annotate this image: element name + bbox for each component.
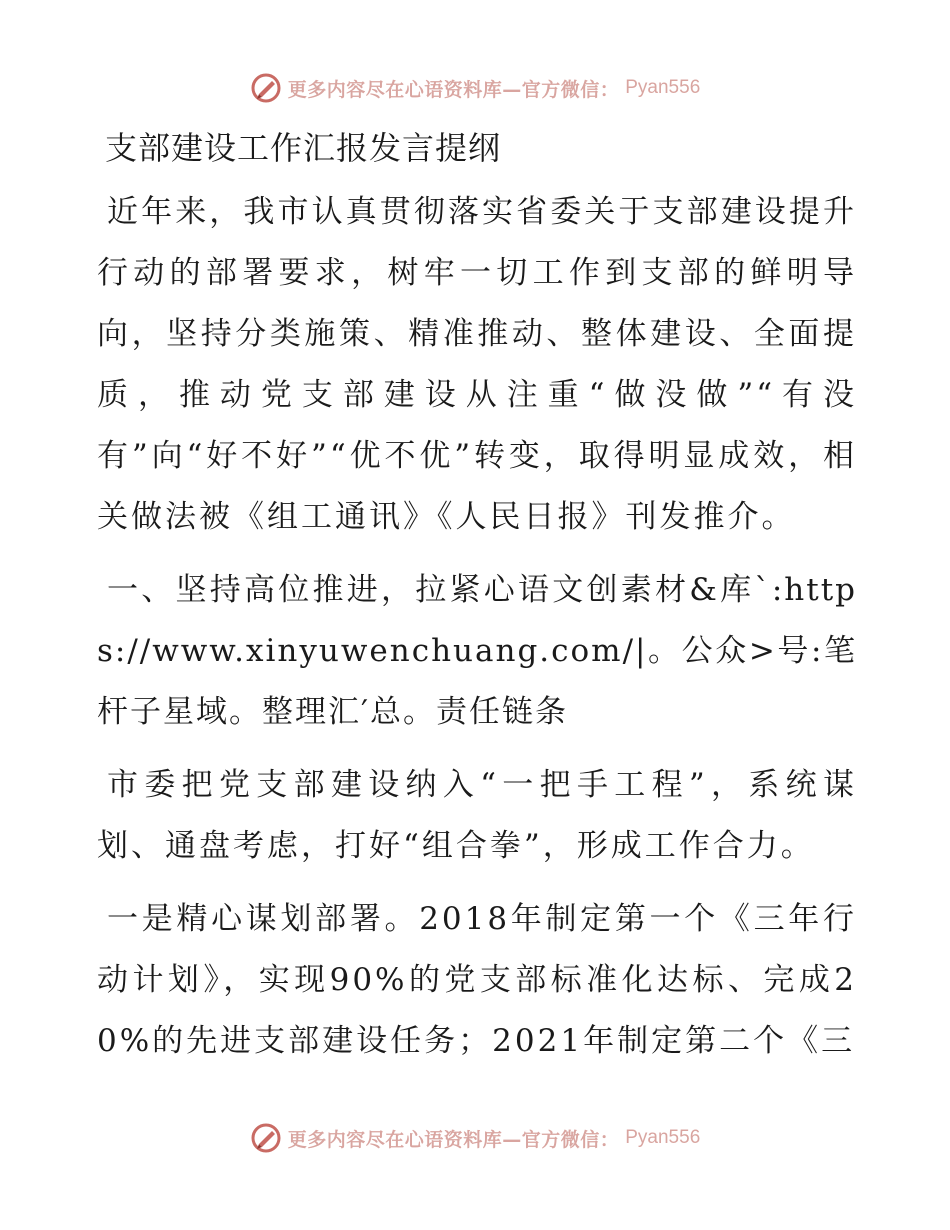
watermark-header <box>0 72 950 104</box>
document-body <box>97 122 857 1084</box>
watermark-text: 更多内容尽在心语资料库—官方微信： <box>287 1128 620 1151</box>
pen-logo-icon <box>250 72 282 104</box>
watermark-footer <box>0 1122 950 1154</box>
paragraph-intro: 近年来，我市认真贯彻落实省委关于支部建设提升行动的部署要求，树牢一切工作到支部的鲜明导向，坚持分类施策、精准推动、整体建设、全面提质，推动党支部建设从注重“做没做”“有没有”向“好不好”“优不优”转变，取得明显成效，相关做法被《组工通讯》《人民日报》刊发推介。 <box>97 194 857 535</box>
paragraph-point-one: 一是精心谋划部署。2018年制定第一个《三年行动计划》，实现90%的党支部标准化达标、完成20%的先进支部建设任务；2021年制定第二个《三 <box>97 901 857 1059</box>
pen-logo-icon <box>250 1122 282 1154</box>
watermark-text: 更多内容尽在心语资料库—官方微信： <box>287 78 620 101</box>
paragraph-section-summary: 市委把党支部建设纳入“一把手工程”，系统谋划、通盘考虑，打好“组合拳”，形成工作合力。 <box>97 767 857 864</box>
document-title: 支部建设工作汇报发言提纲 <box>105 129 502 167</box>
watermark-wechat-id: Pyan556 <box>625 77 701 98</box>
watermark-wechat-id: Pyan556 <box>625 1127 701 1148</box>
paragraph-section-heading: 一、坚持高位推进，拉紧心语文创素材&库`:https://www.xinyuwenchuang.com/|。公众>号:笔杆子星域。整理汇′总。责任链条 <box>97 572 857 730</box>
